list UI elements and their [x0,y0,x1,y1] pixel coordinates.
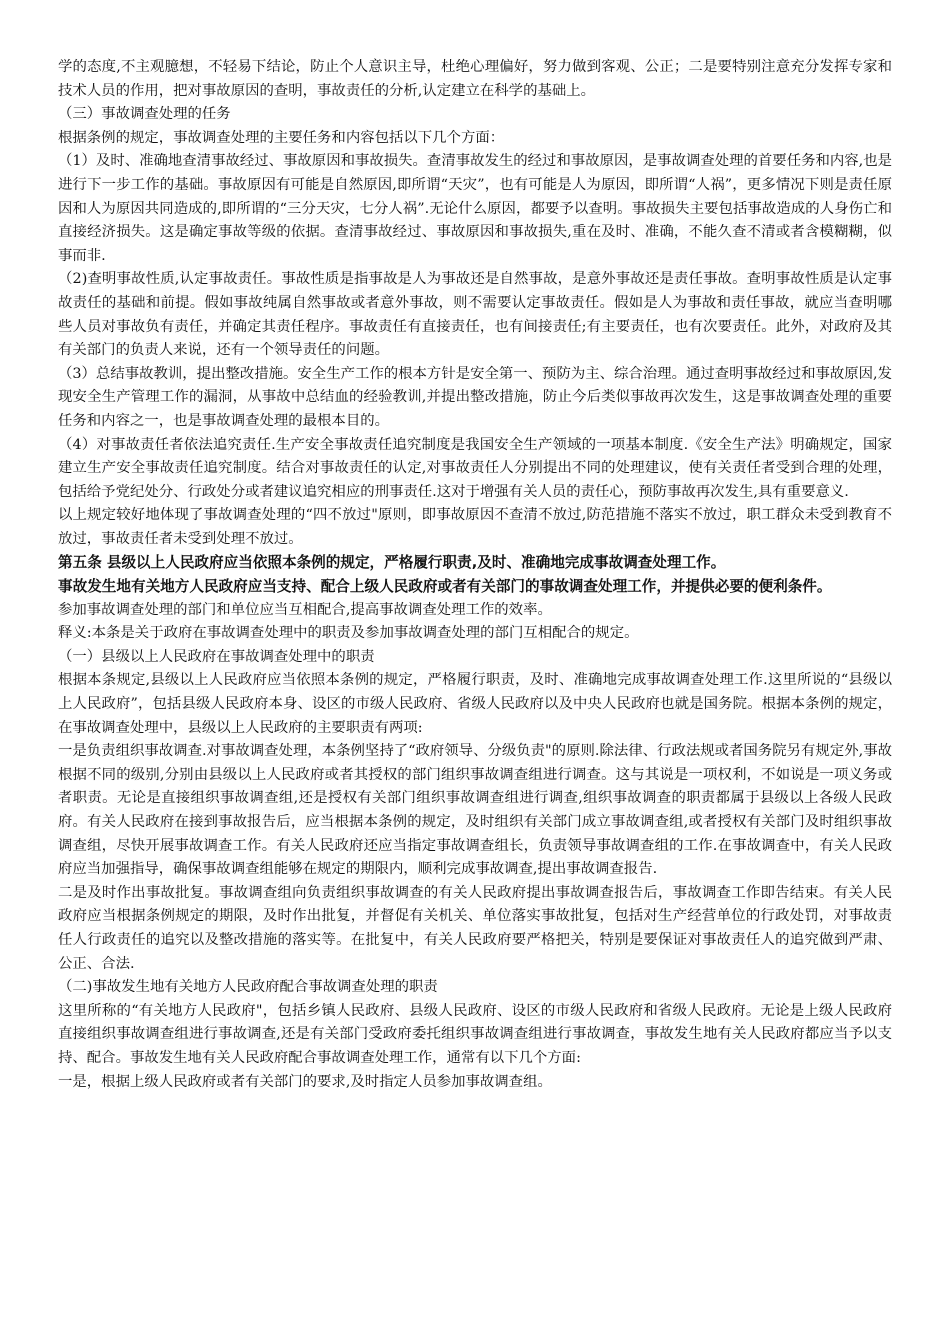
paragraph: 学的态度,不主观臆想，不轻易下结论，防止个人意识主导，杜绝心理偏好，努力做到客观、公正；二是要特别注意充分发挥专家和技术人员的作用，把对事故原因的查明，事故责任的分析,认定建立在科学的基础上。 [58,59,892,99]
article-heading: 第五条 县级以上人民政府应当依照本条例的规定，严格履行职责,及时、准确地完成事故调查处理工作。 [58,554,726,572]
paragraph: 根据条例的规定，事故调查处理的主要任务和内容包括以下几个方面： [58,129,505,146]
paragraph: （3）总结事故教训，提出整改措施。安全生产工作的根本方针是安全第一、预防为主、综合治理。通过查明事故经过和事故原因,发现安全生产管理工作的漏洞，从事故中总结血的经验教训,并提出整改措施，防止今后类似事故再次发生，这是事故调查处理的重要任务和内容之一，也是事故调查处理的最根本目的。 [58,365,893,429]
paragraph: （1）及时、准确地查清事故经过、事故原因和事故损失。查清事故发生的经过和事故原因，是事故调查处理的首要任务和内容,也是进行下一步工作的基础。事故原因有可能是自然原因,即所谓“天灾”，也有可能是人为原因，即所谓“人祸”，更多情况下则是责任原因和人为原因共同造成的,即所谓的“三分天灾，七分人祸”.无论什么原因，都要予以查明。事故损失主要包括事故造成的人身伤亡和直接经济损失。这是确定事故等级的依据。查清事故经过、事故原因和事故损失,重在及时、准确，不能久查不清或者含模糊糊，似事而非. [58,153,893,264]
section-heading: （三）事故调查处理的任务 [58,106,231,123]
paragraph: 释义:本条是关于政府在事故调查处理中的职责及参加事故调查处理的部门互相配合的规定。 [58,625,639,642]
paragraph: （4）对事故责任者依法追究责任.生产安全事故责任追究制度是我国安全生产领域的一项基本制度.《安全生产法》明确规定，国家建立生产安全事故责任追究制度。结合对事故责任的认定,对事故责任人分别提出不同的处理建议，使有关责任者受到合理的处理，包括给予党纪处分、行政处分或者建议追究相应的刑事责任.这对于增强有关人员的责任心，预防事故再次发生,具有重要意义. [58,436,892,500]
paragraph: 以上规定较好地体现了事故调查处理的“四不放过"原则，即事故原因不查清不放过,防范措施不落实不放过，职工群众未受到教育不放过，事故责任者未受到处理不放过。 [58,507,892,547]
section-heading: （二)事故发生地有关地方人民政府配合事故调查处理的职责 [58,979,438,996]
article-clause: 事故发生地有关地方人民政府应当支持、配合上级人民政府或者有关部门的事故调查处理工作，并提供必要的便利条件。 [58,578,832,596]
paragraph: 参加事故调查处理的部门和单位应当互相配合,提高事故调查处理工作的效率。 [58,601,552,618]
paragraph: （2)查明事故性质,认定事故责任。事故性质是指事故是人为事故还是自然事故，是意外事故还是责任事故。查明事故性质是认定事故责任的基础和前提。假如事故纯属自然事故或者意外事故，则不需要认定事故责任。假如是人为事故和责任事故，就应当查明哪些人员对事故负有责任，并确定其责任程序。事故责任有直接责任，也有间接责任;有主要责任，也有次要责任。此外，对政府及其有关部门的负责人来说，还有一个领导责任的问题。 [58,271,892,359]
section-heading: （一）县级以上人民政府在事故调查处理中的职责 [58,648,375,665]
paragraph: 一是，根据上级人民政府或者有关部门的要求,及时指定人员参加事故调查组。 [58,1073,552,1090]
document-body [58,56,892,1094]
paragraph: 二是及时作出事故批复。事故调查组向负责组织事故调查的有关人民政府提出事故调查报告后，事故调查工作即告结束。有关人民政府应当根据条例规定的期限，及时作出批复，并督促有关机关、单位落实事故批复，包括对生产经营单位的行政处罚，对事故责任人行政责任的追究以及整改措施的落实等。在批复中，有关人民政府要严格把关，特别是要保证对事故责任人的追究做到严肃、公正、合法. [58,884,892,972]
paragraph: 一是负责组织事故调查.对事故调查处理，本条例坚持了“政府领导、分级负责"的原则.除法律、行政法规或者国务院另有规定外,事故根据不同的级别,分别由县级以上人民政府或者其授权的部门组织事故调查组进行调查。这与其说是一项权利，不如说是一项义务或者职责。无论是直接组织事故调查组,还是授权有关部门组织事故调查组进行调查,组织事故调查的职责都属于县级以上各级人民政府。有关人民政府在接到事故报告后，应当根据本条例的规定，及时组织有关部门成立事故调查组,或者授权有关部门及时组织事故调查组，尽快开展事故调查工作。有关人民政府还应当指定事故调查组长，负责领导事故调查组的工作.在事故调查中，有关人民政府应当加强指导，确保事故调查组能够在规定的期限内，顺利完成事故调查,提出事故调查报告. [58,743,892,878]
paragraph: 这里所称的“有关地方人民政府"，包括乡镇人民政府、县级人民政府、设区的市级人民政府和省级人民政府。无论是上级人民政府直接组织事故调查组进行事故调查,还是有关部门受政府委托组织事故调查组进行事故调查，事故发生地有关人民政府都应当予以支持、配合。事故发生地有关人民政府配合事故调查处理工作，通常有以下几个方面: [58,1002,892,1066]
paragraph: 根据本条规定,县级以上人民政府应当依照本条例的规定，严格履行职责，及时、准确地完成事故调查处理工作.这里所说的“县级以上人民政府”，包括县级人民政府本身、设区的市级人民政府、省级人民政府以及中央人民政府也就是国务院。根据本条例的规定，在事故调查处理中，县级以上人民政府的主要职责有两项: [58,672,892,736]
